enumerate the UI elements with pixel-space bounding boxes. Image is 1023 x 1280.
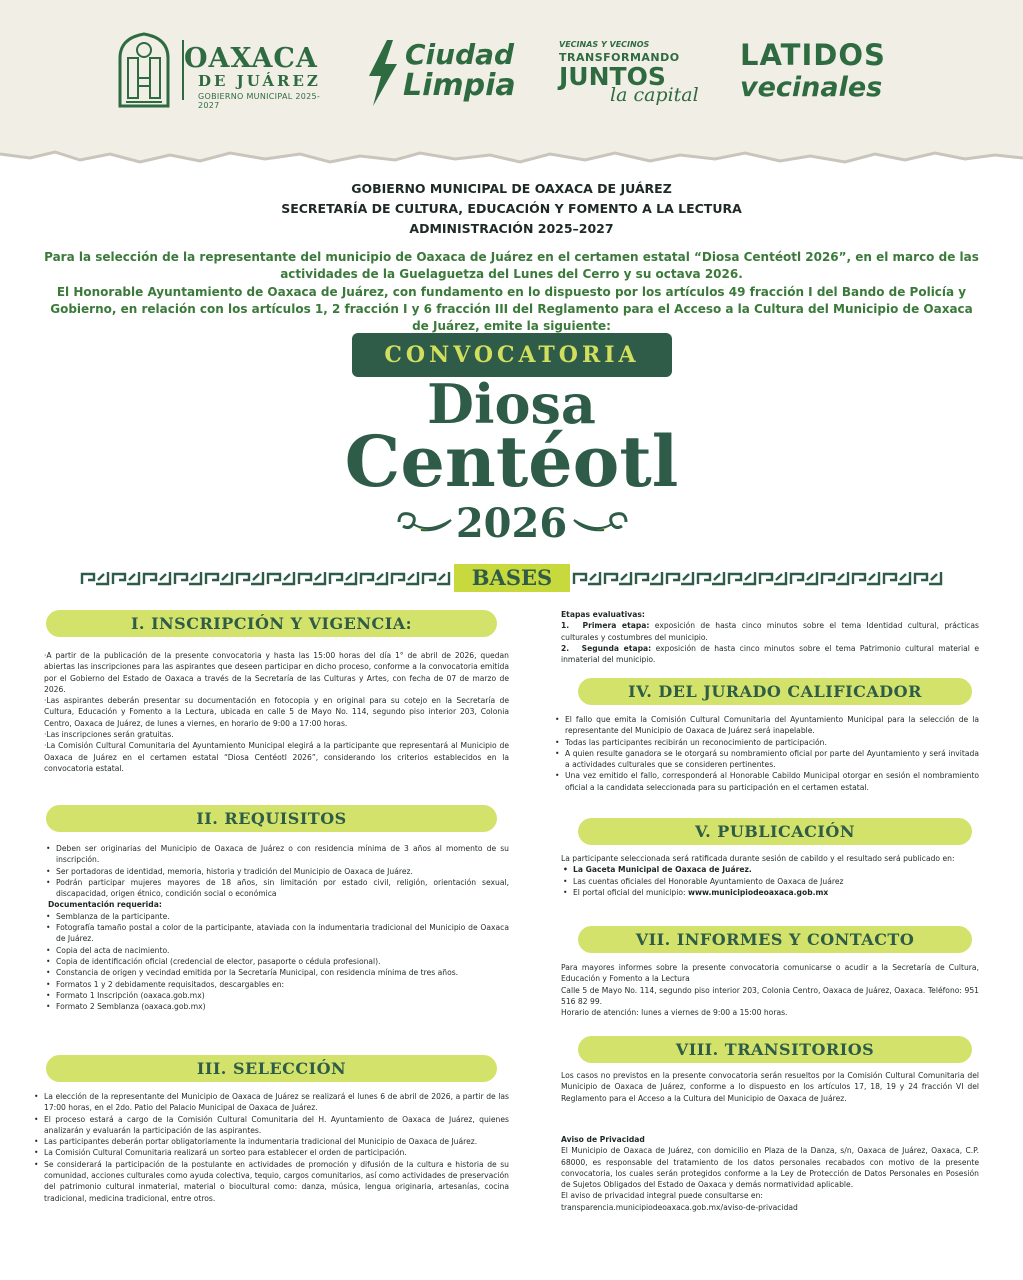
s1-paragraph: ·La Comisión Cultural Comunitaria del Ayuntamiento Municipal elegirá a la participante que representará al Municipio de Oaxaca de Juárez en el certamen estatal “Diosa Centéotl 2026”, considerando los criterios establecidos en la convocatoria estatal.	[44, 741, 509, 773]
ciudad-limpia-logo	[365, 38, 535, 108]
section-2-title: II. REQUISITOS	[196, 809, 347, 828]
bases-label: BASES	[471, 565, 553, 590]
etapa-1-label: Primera etapa:	[582, 621, 650, 631]
latidos-line2: vecinales	[740, 72, 883, 103]
section-5-body	[561, 853, 979, 898]
etapa-2-text: exposición de hasta cinco minutos sobre el tema Patrimonio cultural material e inmaterial del municipio.	[561, 643, 980, 665]
etapa-1-num: 1.	[561, 621, 570, 631]
section-5-title: V. PUBLICACIÓN	[695, 822, 855, 841]
etapas-block	[561, 609, 979, 665]
s1-paragraph: ·Las inscripciones serán gratuitas.	[44, 730, 174, 740]
section-3-body	[32, 1091, 509, 1204]
title-centeotl: Centéotl	[344, 420, 679, 503]
section-4-body	[553, 714, 979, 793]
section-1-header	[46, 610, 497, 637]
requirement-item: • Podrán participar mujeres mayores de 18 años, sin limitación por estado civil, religión, orientación sexual, discapacidad, origen étnico, condición social o económica	[44, 877, 509, 900]
title-diosa: Diosa	[427, 372, 596, 436]
section-5-header	[578, 818, 972, 845]
privacy-title: Aviso de Privacidad	[561, 1135, 645, 1144]
gov-heading-line3: ADMINISTRACIÓN 2025–2027	[409, 221, 614, 236]
section-8-body	[561, 1070, 979, 1104]
document-item: • Copia de identificación oficial (credencial de elector, pasaporte o cédula profesional).	[44, 956, 509, 967]
transitory-text: Los casos no previstos en la presente convocatoria serán resueltos por la Comisión Cultural Comunitaria del Municipio de Oaxaca de Juárez, conforme a lo dispuesto en los artículos 17, 18, 19 y 24 fracción VI del Reglamento para el Acceso a la Cultura del Municipio de Oaxaca de Juárez.	[561, 1071, 979, 1103]
oaxaca-logo-subtitle: DE JUÁREZ	[198, 72, 321, 90]
etapas-label: Etapas evaluativas:	[561, 610, 645, 619]
format-1-link[interactable]: • Formato 1 Inscripción (oaxaca.gob.mx)	[44, 990, 509, 1001]
section-3-title: III. SELECCIÓN	[196, 1059, 347, 1078]
intro-paragraph-1: Para la selección de la representante del municipio de Oaxaca de Juárez en el certamen estatal “Diosa Centéotl 2026”, en el marco de las actividades de la Guelaguetza del Lunes del Cerro y su octava 2026.	[44, 250, 979, 281]
jury-item: • Todas las participantes recibirán un reconocimiento de participación.	[553, 737, 979, 748]
jury-item: • El fallo que emita la Comisión Cultural Comunitaria del Ayuntamiento Municipal para la selección de la representante del Municipio de Oaxaca de Juárez será inapelable.	[553, 714, 979, 737]
latidos-line1: LATIDOS	[740, 38, 886, 72]
portal-label: El portal oficial del municipio:	[573, 887, 686, 897]
section-7-body	[561, 962, 979, 1018]
oaxaca-emblem-icon	[112, 28, 176, 110]
title-year: 2026	[455, 500, 568, 547]
document-item: • Constancia de origen y vecindad emitida por la Secretaría Municipal, con residencia mínima de tres años.	[44, 967, 509, 978]
publication-item: • Las cuentas oficiales del Honorable Ayuntamiento de Oaxaca de Juárez	[561, 876, 979, 887]
section-2-body	[44, 843, 509, 1012]
publication-item: • La Gaceta Municipal de Oaxaca de Juárez.	[561, 864, 979, 875]
selection-item: • La elección de la representante del Municipio de Oaxaca de Juárez se realizará el lunes 6 de abril de 2026, a partir de las 17:00 horas, en el 2do. Patio del Palacio Municipal de Oaxaca de Juárez.	[32, 1091, 509, 1114]
transformando-juntos-logo	[555, 40, 720, 112]
lightning-icon	[365, 40, 401, 106]
oaxaca-logo-tagline: GOBIERNO MUNICIPAL 2025-2027	[198, 92, 321, 110]
contact-hours: Horario de atención: lunes a viernes de 9:00 a 15:00 horas.	[561, 1008, 788, 1018]
jury-item: • A quien resulte ganadora se le otorgará su nombramiento oficial por parte del Ayuntamiento y será invitada a actividades culturales que se consideren pertinentes.	[553, 748, 979, 771]
portal-url-link[interactable]: www.municipiodeoaxaca.gob.mx	[687, 887, 829, 897]
section-8-header	[578, 1036, 972, 1063]
etapa-1-text: exposición de hasta cinco minutos sobre el tema Identidad cultural, prácticas culturales y costumbres del municipio.	[561, 621, 979, 642]
document-item: • Copia del acta de nacimiento.	[44, 945, 509, 956]
latidos-vecinales-logo	[740, 38, 915, 110]
juntos-line2: TRANSFORMANDO	[559, 51, 680, 64]
section-4-title: IV. DEL JURADO CALIFICADOR	[628, 682, 922, 701]
greca-pattern-right	[572, 568, 944, 588]
ciudad-limpia-line1: Ciudad	[405, 38, 515, 71]
gov-heading-line2: SECRETARÍA DE CULTURA, EDUCACIÓN Y FOMENTO A LA LECTURA	[281, 201, 742, 216]
document-item: • Fotografía tamaño postal a color de la participante, ataviada con la indumentaria tradicional del Municipio de Oaxaca de Juárez.	[44, 922, 509, 945]
requirement-item: • Deben ser originarias del Municipio de Oaxaca de Juárez o con residencia mínima de 3 años al momento de su inscripción.	[44, 843, 509, 866]
selection-item: • El proceso estará a cargo de la Comisión Cultural Comunitaria del H. Ayuntamiento de Oaxaca de Juárez, quienes analizarán y evaluarán la participación de las aspirantes.	[32, 1114, 509, 1137]
bases-banner	[454, 564, 570, 592]
section-4-header	[578, 678, 972, 705]
documentation-label: Documentación requerida:	[48, 900, 162, 910]
etapa-2-label: Segunda etapa:	[581, 643, 652, 653]
publication-item	[561, 887, 979, 898]
requirement-item: • Ser portadoras de identidad, memoria, historia y tradición del Municipio de Oaxaca de Juárez.	[44, 866, 509, 877]
juntos-line1: VECINAS Y VECINOS	[559, 40, 650, 49]
contact-text: Para mayores informes sobre la presente convocatoria comunicarse o acudir a la Secretaría de Cultura, Educación y Fomento a la Lectura	[561, 963, 979, 984]
document-item: • Semblanza de la participante.	[44, 911, 509, 922]
selection-item: • Las participantes deberán portar obligatoriamente la indumentaria tradicional del Municipio de Oaxaca de Juárez.	[32, 1136, 509, 1147]
convocatoria-banner	[352, 333, 672, 377]
section-1-body	[44, 650, 509, 774]
format-2-link[interactable]: • Formato 2 Semblanza (oaxaca.gob.mx)	[44, 1001, 509, 1012]
juntos-line3: JUNTOS	[559, 62, 666, 91]
section-7-header	[578, 926, 972, 953]
jury-item: • Una vez emitido el fallo, corresponderá al Honorable Cabildo Municipal otorgar en sesión el nombramiento oficial a la candidata seleccionada para su participación en el certamen estatal.	[553, 770, 979, 793]
section-3-header	[46, 1055, 497, 1082]
s1-paragraph: ·A partir de la publicación de la presente convocatoria y hasta las 15:00 horas del día 1° de abril de 2026, quedan abiertas las inscripciones para las aspirantes que deseen participar en dicho proceso, conforme a la convocatoria emitida por el Gobierno del Estado de Oaxaca a través de la Secretaría de las Culturas y Artes, con fecha de 07 de marzo de 2026.	[44, 651, 509, 694]
torn-paper-edge	[0, 140, 1023, 180]
s1-paragraph: ·Las aspirantes deberán presentar su documentación en fotocopia y en original para su cotejo en la Secretaría de Cultura, Educación y Fomento a la Lectura, ubicada en calle 5 de Mayo No. 114, segundo piso interior 203, Colonia Centro, Oaxaca de Juárez, de lunes a viernes, en horario de 9:00 a 17:00 horas.	[44, 696, 509, 728]
selection-item: • La Comisión Cultural Comunitaria realizará un sorteo para establecer el orden de participación.	[32, 1147, 509, 1158]
publication-text: La participante seleccionada será ratificada durante sesión de cabildo y el resultado será publicado en:	[561, 854, 955, 863]
privacy-url-link[interactable]: transparencia.municipiodeoaxaca.gob.mx/aviso-de-privacidad	[561, 1202, 798, 1212]
oaxaca-logo-title: OAXACA	[184, 43, 318, 74]
etapa-2-num: 2.	[561, 643, 570, 653]
etapa-1	[561, 620, 979, 643]
privacy-notice	[561, 1134, 979, 1213]
ciudad-limpia-line2: Limpia	[403, 68, 516, 103]
right-swirl-icon	[570, 508, 630, 538]
privacy-text: El aviso de privacidad integral puede consultarse en:	[561, 1191, 763, 1201]
section-8-title: VIII. TRANSITORIOS	[675, 1040, 875, 1059]
section-1-title: I. INSCRIPCIÓN Y VIGENCIA:	[130, 614, 413, 633]
intro-paragraph-2: El Honorable Ayuntamiento de Oaxaca de Juárez, con fundamento en lo dispuesto por los artículos 49 fracción I del Bando de Policía y Gobierno, en relación con los artículos 1, 2 fracción I y 6 fracción III del Reglamento para el Acceso a la Cultura del Municipio de Oaxaca de Juárez, emite la siguiente:	[50, 285, 973, 333]
convocatoria-label: CONVOCATORIA	[384, 342, 640, 368]
contact-address: Calle 5 de Mayo No. 114, segundo piso interior 203, Colonia Centro, Oaxaca de Juárez, Oaxaca. Teléfono: 951 516 82 99.	[561, 985, 979, 1006]
juntos-line4: la capital	[610, 84, 699, 106]
privacy-text: El Municipio de Oaxaca de Juárez, con domicilio en Plaza de la Danza, s/n, Oaxaca de Juárez, Oaxaca, C.P. 68000, es responsable del tratamiento de los datos personales recabados con motivo de la presente convocatoria, los cuales serán protegidos conforme a la Ley de Protección de Datos Personales en Posesión de Sujetos Obligados del Estado de Oaxaca y demás normatividad aplicable.	[561, 1146, 979, 1190]
greca-pattern-left	[80, 568, 452, 588]
gov-heading-line1: GOBIERNO MUNICIPAL DE OAXACA DE JUÁREZ	[351, 181, 672, 196]
section-2-header	[46, 805, 497, 832]
document-item: • Formatos 1 y 2 debidamente requisitados, descargables en:	[44, 979, 509, 990]
etapa-2	[561, 643, 979, 666]
selection-item: • Se considerará la participación de la postulante en actividades de promoción y difusión de la cultura e historia de su comunidad, acciones culturales como ayuda colectiva, tequio, cargos comunitarios, así como actividades de preservación del patrimonio cultural inmaterial, material o biocultural como: danza, música, lengua originaria, artesanías, cocina tradicional, medicina tradicional, entre otros.	[32, 1159, 509, 1204]
oaxaca-de-juarez-logo	[112, 28, 337, 110]
section-7-title: VII. INFORMES Y CONTACTO	[635, 930, 915, 949]
